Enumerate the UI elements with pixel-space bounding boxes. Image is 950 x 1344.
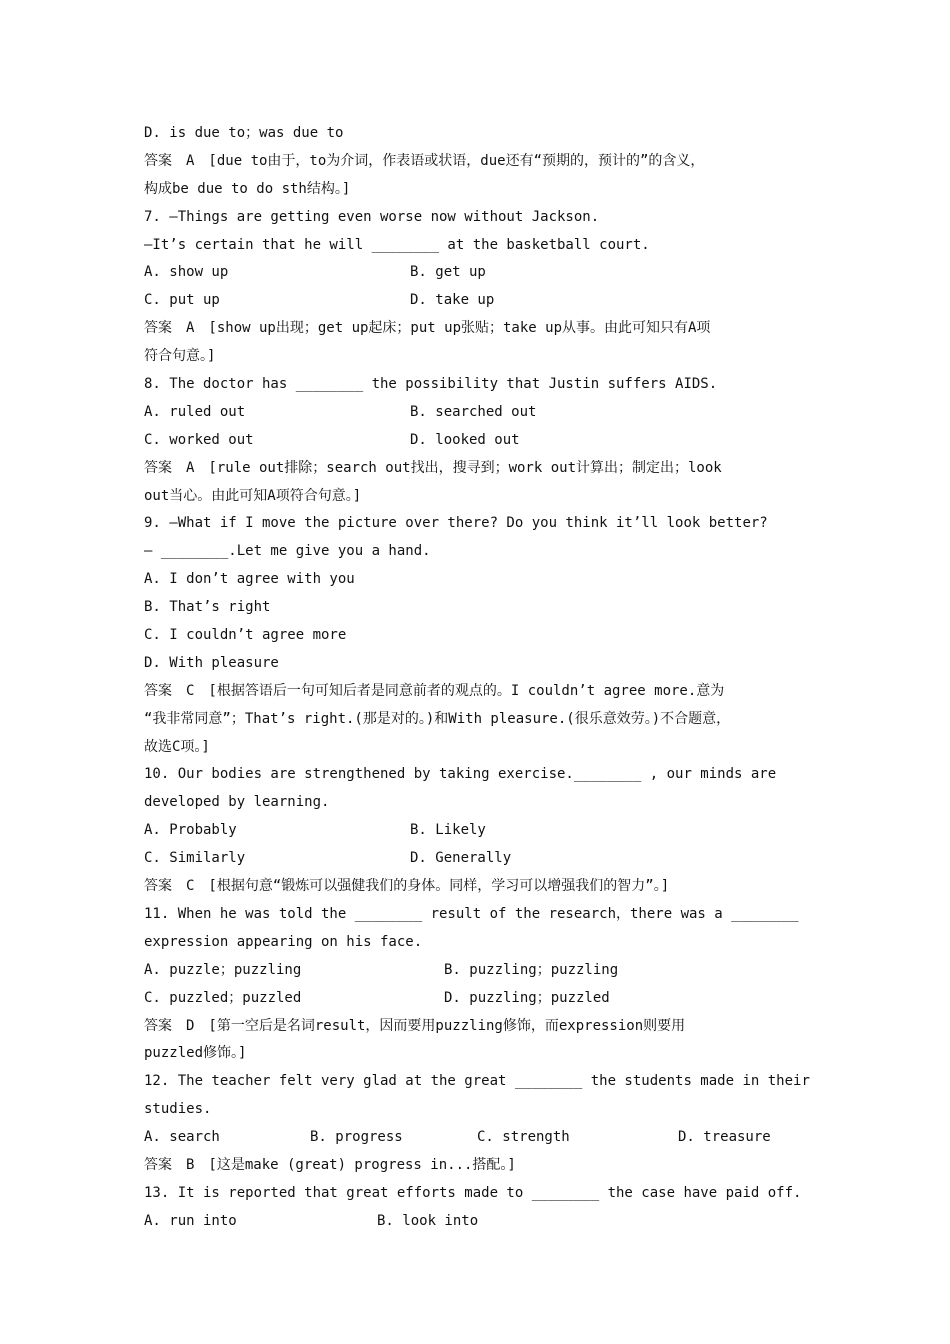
q11-stem-line-2: expression appearing on his face. <box>144 933 423 950</box>
q8-answer-line-2: out当心。由此可知A项符合句意。] <box>144 487 362 504</box>
q9-answer-line-2: “我非常同意”；That’s right.(那是对的。)和With pleasure.(很乐意效劳。)不合题意， <box>144 710 731 727</box>
q8-options-row-2 <box>144 427 812 455</box>
q10-option-a: A. Probably <box>144 822 237 839</box>
q12-option-a: A. search <box>144 1129 220 1146</box>
q9-option-d: D. With pleasure <box>144 654 279 671</box>
q7-stem-line-1: 7. —Things are getting even worse now without Jackson. <box>144 208 600 225</box>
q8-stem: 8. The doctor has ________ the possibility that Justin suffers AIDS. <box>144 376 718 393</box>
q12-stem-line-2: studies. <box>144 1101 212 1118</box>
q7-option-b: B. get up <box>410 264 486 281</box>
q7-option-d: D. take up <box>410 292 495 309</box>
q10-options-row-1 <box>144 817 812 845</box>
q11-option-a: A. puzzle；puzzling <box>144 961 302 978</box>
q9-answer-line-3: 故选C项。] <box>144 738 210 755</box>
q10-option-d: D. Generally <box>410 850 512 867</box>
q11-option-b: B. puzzling；puzzling <box>444 961 619 978</box>
q13-options-row-1 <box>144 1208 812 1236</box>
q12-options-row <box>144 1124 812 1152</box>
q6-answer-line-2: 构成be due to do sth结构。] <box>144 180 351 197</box>
q8-option-d: D. looked out <box>410 431 520 448</box>
q10-answer: 答案 C [根据句意“锻炼可以强健我们的身体。同样，学习可以增强我们的智力”。] <box>144 878 670 895</box>
q12-stem-line-1: 12. The teacher felt very glad at the great ________ the students made in their <box>144 1073 810 1090</box>
q7-option-c: C. put up <box>144 292 220 309</box>
q12-answer: 答案 B [这是make (great) progress in...搭配。] <box>144 1156 516 1173</box>
q8-option-c: C. worked out <box>144 431 254 448</box>
q10-stem-line-1: 10. Our bodies are strengthened by taking exercise.________ , our minds are <box>144 766 777 783</box>
q10-stem-line-2: developed by learning. <box>144 794 330 811</box>
q7-option-a: A. show up <box>144 264 229 281</box>
q6-option-d: D. is due to；was due to <box>144 125 344 141</box>
q8-option-a: A. ruled out <box>144 403 246 420</box>
q11-options-row-1 <box>144 957 812 985</box>
q10-option-b: B. Likely <box>410 822 486 839</box>
q9-option-a: A. I don’t agree with you <box>144 571 355 588</box>
q7-options-row-2 <box>144 287 812 315</box>
q12-option-b: B. progress <box>310 1129 403 1146</box>
q13-option-b: B. look into <box>377 1212 479 1229</box>
q11-answer-line-2: puzzled修饰。] <box>144 1045 247 1062</box>
q8-answer-line-1: 答案 A [rule out排除；search out找出，搜寻到；work out计算出；制定出；look <box>144 459 722 476</box>
q9-stem-line-1: 9. —What if I move the picture over there? Do you think it’ll look better? <box>144 515 768 532</box>
exercise-text <box>144 120 812 1236</box>
q9-option-b: B. That’s right <box>144 599 271 616</box>
q11-stem-line-1: 11. When he was told the ________ result of the research，there was a ________ <box>144 905 799 922</box>
q12-option-c: C. strength <box>477 1129 570 1146</box>
q10-option-c: C. Similarly <box>144 850 246 867</box>
q8-options-row-1 <box>144 399 812 427</box>
q10-options-row-2 <box>144 845 812 873</box>
q13-option-a: A. run into <box>144 1212 237 1229</box>
q11-options-row-2 <box>144 985 812 1013</box>
q7-options-row-1 <box>144 259 812 287</box>
q11-option-c: C. puzzled；puzzled <box>144 989 302 1006</box>
q7-answer-line-1: 答案 A [show up出现；get up起床；put up张贴；take up从事。由此可知只有A项 <box>144 320 711 337</box>
q11-answer-line-1: 答案 D [第一空后是名词result，因而要用puzzling修饰，而expression则要用 <box>144 1017 686 1034</box>
q8-option-b: B. searched out <box>410 403 537 420</box>
q11-option-d: D. puzzling；puzzled <box>444 989 610 1006</box>
q9-stem-line-2: — ________.Let me give you a hand. <box>144 543 431 560</box>
q13-stem: 13. It is reported that great efforts made to ________ the case have paid off. <box>144 1184 802 1201</box>
q7-answer-line-2: 符合句意。] <box>144 348 216 365</box>
q7-stem-line-2: —It’s certain that he will ________ at the basketball court. <box>144 236 650 253</box>
q9-option-c: C. I couldn’t agree more <box>144 627 347 644</box>
q9-answer-line-1: 答案 C [根据答语后一句可知后者是同意前者的观点的。I couldn’t agree more.意为 <box>144 682 725 699</box>
q6-answer-line-1: 答案 A [due to由于，to为介词，作表语或状语，due还有“预期的，预计的”的含义， <box>144 152 705 169</box>
q12-option-d: D. treasure <box>678 1129 771 1146</box>
